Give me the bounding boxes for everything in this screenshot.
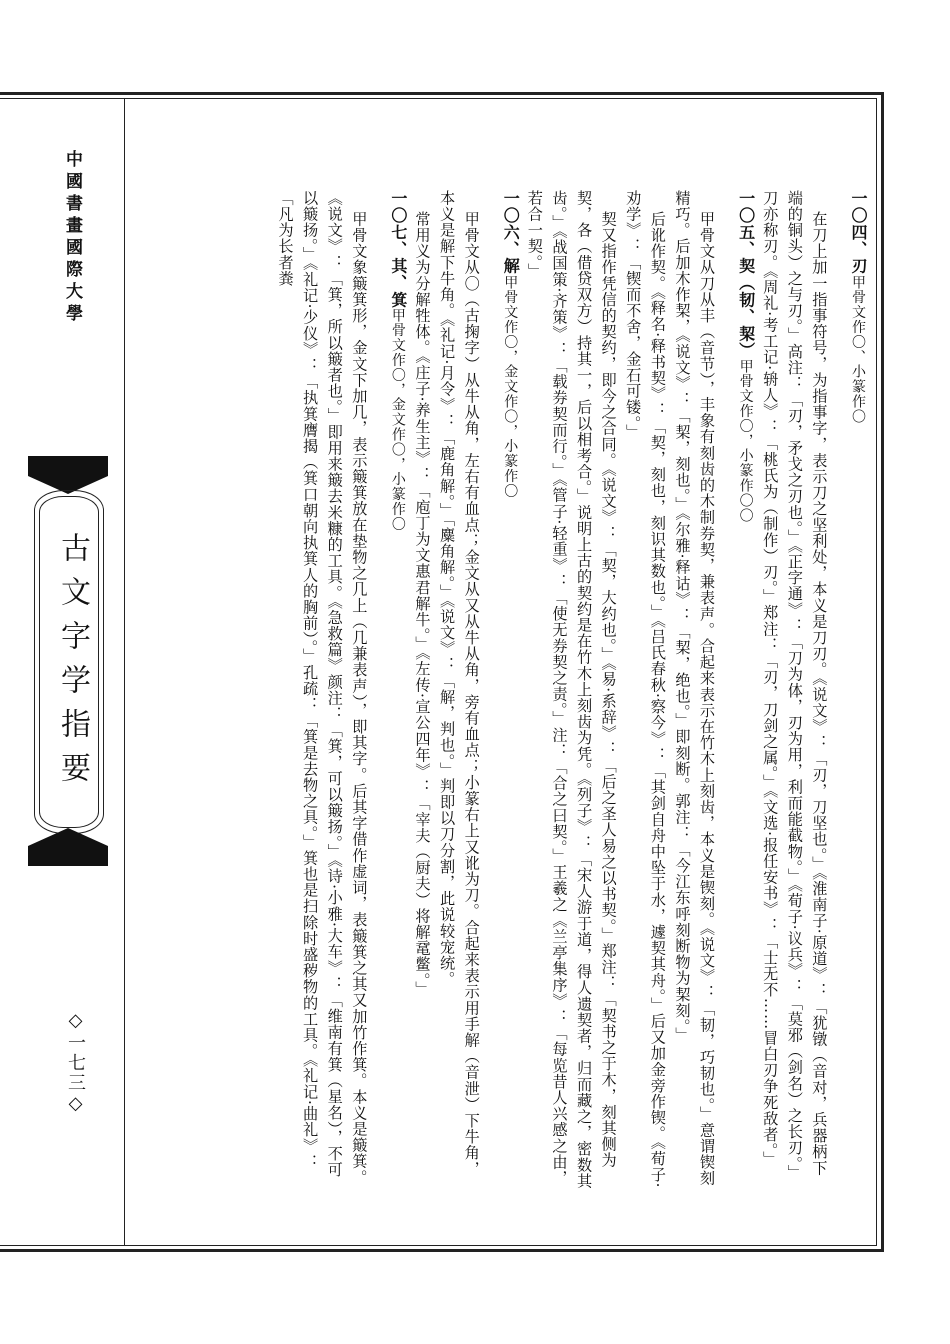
- paragraph: 常用义为分解牲体。《庄子·养生主》：「庖丁为文惠君解牛。」《左传·宣公四年》：「宰夫（厨夫）将解鼋鳖。」: [413, 211, 432, 998]
- character-forms: 甲骨文作〇，金文作〇，小篆作〇: [502, 274, 519, 498]
- character-forms: 甲骨文作〇，金文作〇，小篆作〇: [389, 308, 406, 532]
- page-number: ◇一七三◇: [65, 1010, 86, 1116]
- paragraph: 甲骨文从〇（古掬字）从牛从角，左右有血点；金文从又从牛从角，旁有血点；小篆右上又讹为刀。合起来表示用手解（音泄）下牛角，本义是解下牛角。《礼记·月令》：「鹿角解。」「麋角解。」《说文》：「解，判也。」判即以刀分割，此说较宠统。: [438, 190, 481, 1178]
- paragraph: 后讹作契。《释名·释书契》：「契，刻也，刻识其数也。」《吕氏春秋·察今》：「其剑自舟中坠于水，遽契其舟。」后又加金旁作锲。《荀子·劝学》：「锲而不舍，金石可镂。」: [624, 190, 667, 1189]
- sidebar-divider: [124, 98, 125, 1246]
- section-heading-row: [498, 190, 523, 1190]
- paragraph: 甲骨文象簸箕形，金文下加几，表示簸箕放在垫物之几上（几兼表声），即其字。后其字借作虚词，表簸箕之其又加竹作箕。本义是簸箕。《说文》：「箕，所以簸者也。」即用来簸去米糠的工具。《急救篇》颜注：「箕，可以簸扬。」《诗·小雅·大车》：「维南有箕（星名），不可以簸扬。」《礼记·少仪》：「执箕膺揭（箕口朝向执箕人的胸前）。」孔疏：「箕是去物之具。」箕也是扫除时盛秽物的工具。《礼记·曲礼》：「凡为长者粪: [276, 190, 369, 1186]
- book-title-cartouche: [28, 456, 108, 866]
- paragraph: 在刀上加一指事符号，为指事字，表示刀之坚利处，本义是刀刃。《说文》：「刃，刀坚也。」《淮南子·原道》：「犹镦（音对，兵器柄下端的铜头）之与刃。」高注：「刃，矛戈之刃也。」《正字通》：「刀为体，刃为用，利而能截物。」《荀子·议兵》：「莫邪（剑名）之长刃。」刀亦称刃。《周礼·考工记·辀人》：「桃氏为（制作）刃。」郑注：「刃，刀剑之属。」《文选·报任安书》：「士无不……冒白刃争死敌者。」: [761, 190, 829, 1181]
- main-text: [150, 190, 870, 1190]
- section-heading-row: [845, 190, 870, 1190]
- university-name: 中國書畫國際大學: [62, 150, 82, 326]
- book-title: 古文字学指要: [55, 532, 90, 796]
- section-heading: 一〇六、解: [501, 190, 521, 275]
- cartouche-chevron-bottom: [28, 826, 108, 852]
- paragraph: 契又指作凭信的契约，即今之合同。《说文》：「契，大约也。」《易·系辞》：「后之圣人易之以书契。」郑注：「契书之于木，刻其侧为契，各（借贷双方）持其一，后以相考合。」说明上古的契约是在竹木上刻齿为凭。《列子》：「宋人游于道，得人遗契者，归而藏之，密数其齿。」《战国策·齐策》：「载券契而行。」《管子·轻重》：「使无券契之责。」注：「合之曰契。」王羲之《兰亭集序》：「每览昔人兴感之由，若合一契。」: [525, 190, 618, 1190]
- character-forms: 甲骨文作〇、小篆作〇: [850, 274, 866, 424]
- section-heading-row: [385, 190, 410, 1190]
- section-heading: 一〇七、其、箕: [388, 190, 408, 309]
- cartouche-bar-bottom: [28, 850, 108, 866]
- character-forms: 甲骨文作〇，小篆作〇〇: [737, 359, 754, 523]
- section-heading: 一〇五、契（韧、栔）: [736, 190, 756, 359]
- section-heading: 一〇四、刃: [849, 190, 868, 275]
- section-heading-row: [733, 190, 758, 1190]
- paragraph: 甲骨文从刀从丰（音节），丰象有刻齿的木制券契，兼表声。合起来表示在竹木上刻齿，本义是锲刻。《说文》：「韧，巧韧也。」意谓锲刻精巧。后加木作栔，《说文》：「栔，刻也。」《尔雅·释诂》：「栔，绝也。」即刻断。郭注：「今江东呼刻断物为栔刻。」: [673, 190, 717, 1187]
